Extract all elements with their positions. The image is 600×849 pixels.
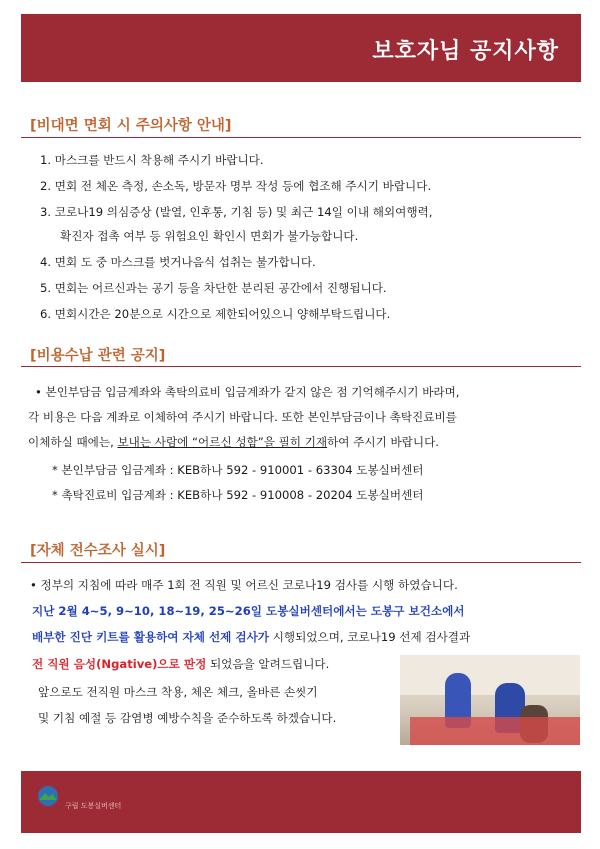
account-line: * 촉탁진료비 입금계좌 : KEB하나 592 - 910008 - 20204 도봉실버센터: [52, 488, 424, 502]
testing-paragraph-line: [32, 629, 470, 645]
section-title-payment: [비용수납 관련 공지]: [30, 348, 166, 364]
section-divider: [21, 366, 581, 367]
payment-paragraph-line: [28, 434, 439, 450]
testing-paragraph-line: • 정부의 지침에 따라 매주 1회 전 직원 및 어르신 코로나19 검사를 시행 하였습니다.: [30, 578, 458, 592]
list-item: 확진자 접촉 여부 등 위험요인 확인시 면회가 불가능합니다.: [60, 229, 359, 243]
section-divider: [21, 562, 581, 563]
testing-result: 전 직원 음성(Ngative)으로 판정: [32, 657, 207, 671]
testing-text: 되었음을 알려드립니다.: [206, 657, 330, 671]
testing-paragraph-line: [32, 656, 329, 672]
testing-paragraph-line: 앞으로도 전직원 마스크 착용, 체온 체크, 올바른 손씻기: [38, 685, 318, 699]
testing-text: 시행되었으며, 코로나19 선제 검사결과: [269, 630, 471, 644]
testing-photo: [400, 655, 580, 745]
list-item: 6. 면회시간은 20분으로 시간으로 제한되어있으니 양해부탁드립니다.: [40, 307, 391, 321]
list-item: 1. 마스크를 반드시 착용해 주시기 바랍니다.: [40, 153, 264, 167]
section-title-visit: [비대면 면회 시 주의사항 안내]: [30, 118, 232, 134]
visit-rules-list: [40, 147, 432, 327]
list-item: 3. 코로나19 의심증상 (발열, 인후통, 기침 등) 및 최근 14일 이내 해외여행력,: [40, 205, 433, 219]
payment-paragraph-line: 각 비용은 다음 계좌로 이체하여 주시기 바랍니다. 또한 본인부담금이나 촉탁진료비를: [28, 410, 457, 424]
list-item: 5. 면회는 어르신과는 공기 등을 차단한 분리된 공간에서 진행됩니다.: [40, 281, 387, 295]
testing-paragraph-line: 및 기침 예절 등 감염병 예방수칙을 준수하도록 하겠습니다.: [38, 711, 337, 725]
list-item: 2. 면회 전 체온 측정, 손소독, 방문자 명부 작성 등에 협조해 주시기 바랍니다.: [40, 179, 432, 193]
header-banner: [21, 14, 581, 82]
payment-emphasis: 보내는 사람에 “어르신 성함”을 필히 기재: [117, 435, 328, 449]
payment-text: 이체하실 때에는,: [28, 435, 118, 449]
testing-dates: 지난 2월 4~5, 9~10, 18~19, 25~26일: [32, 604, 262, 618]
section-title-testing: [자체 전수조사 실시]: [30, 543, 166, 559]
payment-paragraph-line: • 본인부담금 입금계좌와 촉탁의료비 입금계좌가 같지 않은 점 기억해주시기 바라며,: [35, 385, 460, 399]
account-line: * 본인부담금 입금계좌 : KEB하나 592 - 910001 - 63304 도봉실버센터: [52, 463, 424, 477]
testing-text: 배부한 진단 키트를 활용하여 자체 선제 검사가: [32, 630, 270, 644]
footer-logo-text: 구립 도봉실버센터: [65, 802, 122, 810]
page-title: 보호자님 공지사항: [372, 39, 559, 64]
center-logo-icon: [37, 785, 59, 807]
testing-paragraph-line: [32, 603, 465, 619]
payment-text: 하여 주시기 바랍니다.: [327, 435, 439, 449]
testing-text: 도봉실버센터에서는 도봉구 보건소에서: [262, 604, 465, 618]
list-item: 4. 면회 도 중 마스크를 벗거나음식 섭취는 불가합니다.: [40, 255, 316, 269]
section-divider: [21, 137, 581, 138]
footer-banner: [21, 771, 581, 833]
